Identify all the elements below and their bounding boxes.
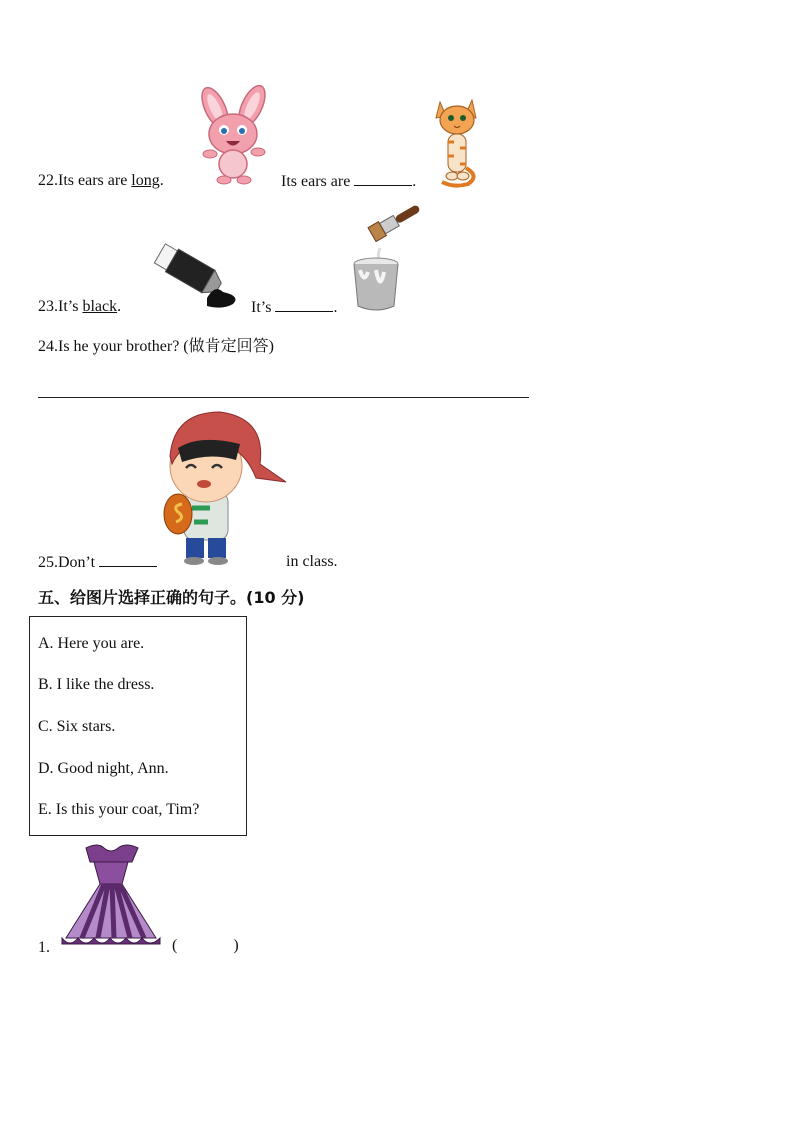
question-number: 25. — [38, 554, 58, 571]
question-text: Is he your brother? (做肯定回答) — [58, 338, 274, 355]
answer-word: black — [82, 298, 118, 315]
question-text: Its ears are — [58, 172, 132, 189]
answer-bracket[interactable]: ( ) — [172, 937, 239, 954]
option-a: A. Here you are. — [38, 635, 145, 652]
question-22-blank-sentence: Its ears are . — [281, 173, 417, 190]
question-25-suffix: in class. — [286, 553, 338, 570]
question-text: Don’t — [58, 554, 100, 571]
boy-eating-image — [160, 408, 290, 568]
option-e: E. Is this your coat, Tim? — [38, 801, 200, 818]
answer-blank[interactable] — [275, 297, 333, 312]
rabbit-image — [190, 86, 275, 186]
question-24 — [38, 337, 274, 357]
question-22: 22.Its ears are long. — [38, 172, 164, 189]
paint-bucket-image — [346, 208, 430, 314]
answer-word: long — [131, 172, 160, 189]
paint-tube-image — [145, 240, 241, 312]
options-box — [29, 616, 247, 836]
answer-blank[interactable] — [354, 171, 412, 186]
question-text: It’s — [58, 298, 83, 315]
cat-image — [432, 96, 482, 188]
section-title: 五、给图片选择正确的句子。(10 分) — [38, 588, 305, 607]
option-c: C. Six stars. — [38, 718, 116, 735]
dress-image — [60, 840, 162, 952]
question-number: 22. — [38, 172, 58, 189]
question-23-blank-sentence: It’s . — [251, 299, 338, 316]
question-25 — [38, 552, 157, 573]
option-d: D. Good night, Ann. — [38, 760, 169, 777]
question-23: 23.It’s black. — [38, 298, 122, 315]
question-number: 23. — [38, 298, 58, 315]
answer-blank[interactable] — [99, 552, 157, 567]
item-1-number: 1. — [38, 939, 50, 956]
question-number: 24. — [38, 338, 58, 355]
answer-line[interactable] — [38, 397, 529, 398]
option-b: B. I like the dress. — [38, 676, 155, 693]
